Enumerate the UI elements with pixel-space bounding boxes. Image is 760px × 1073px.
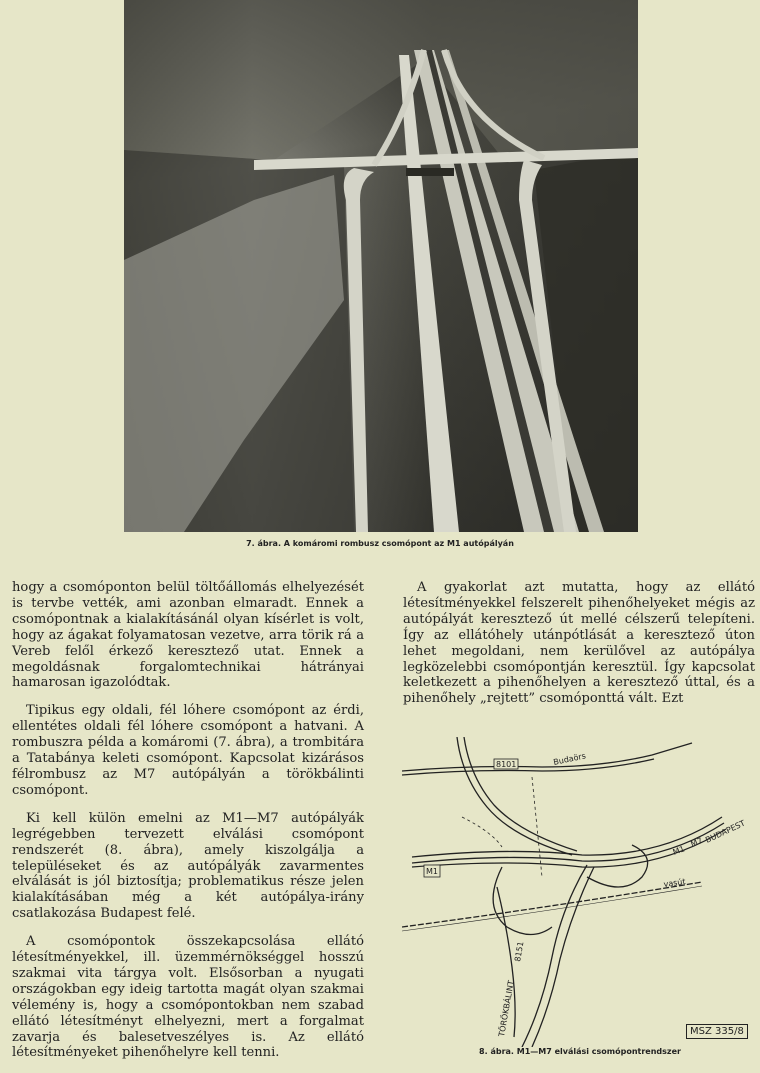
- figure-8-caption: 8. ábra. M1—M7 elválási csomópontrendszer: [479, 1047, 681, 1056]
- paragraph: A gyakorlat azt mutatta, hogy az ellátó létesítményekkel felszerelt pihenőhelyeket mégis az autópályát keresztező út mellé célszerű telepíteni. Így az ellátóhely utánpótlását a keresztező úton lehet megoldani, nem kerülővel az autópálya legközelebbi csomópontján keresztül. Így kapcsolat keletkezett a pihenőhelyen a keresztező úttal, és a pihenőhely „rejtett” csomóponttá vált. Ezt: [403, 580, 755, 707]
- label-budapest: BUDAPEST: [704, 818, 747, 845]
- figure-8-stamp: MSZ 335/8: [686, 1024, 748, 1039]
- map-drawing: [402, 737, 758, 1047]
- paragraph: Ki kell külön emelni az M1—M7 autópályák legrégebben tervezett elválási csomópont rendszerét (8. ábra), amely kiszolgálja a településeket és az autópályák zavarmentes elválását is jól biztosítja; problematikus része jelen kialakításában még a két autópálya-irány csatlakozása Budapest felé.: [12, 810, 364, 922]
- right-text-column: [403, 580, 755, 719]
- paragraph: Tipikus egy oldali, fél lóhere csomópont az érdi, ellentétes oldali fél lóhere csomópont a hatvani. A rombuszra példa a komáromi (7. ábra), a trombitára a Tatabánya keleti csomópont. Kapcsolat kizárásos félrombusz az M7 autópályán a törökbálinti csomópont.: [12, 703, 364, 798]
- label-m1-left: M1: [426, 867, 438, 876]
- figure-8-junction-map: [402, 737, 758, 1047]
- label-m1-right: M1: [671, 844, 686, 857]
- paragraph: hogy a csomóponton belül töltőállomás elhelyezését is tervbe vették, ami azonban elmaradt. Ennek a csomópontnak a kialakításánál olyan kísérlet is volt, hogy az ágakat folyamatosan vezetve, arra törik rá a Vereb felől érkező keresztező utat. Ennek a megoldásnak forgalomtechnikai hátrányai hamarosan igazolódtak.: [12, 580, 364, 691]
- left-text-column: [12, 580, 364, 1073]
- label-budaors: Budaörs: [552, 751, 587, 767]
- figure-7-caption: 7. ábra. A komáromi rombusz csomópont az M1 autópályán: [246, 539, 514, 548]
- figure-7-aerial-photo: [124, 0, 638, 532]
- label-vasut: vasút: [663, 877, 687, 889]
- label-torokbalint: TÖRÖKBÁLINT: [497, 979, 516, 1038]
- paragraph: A csomópontok összekapcsolása ellátó létesítményekkel, ill. üzemmérnökséggel hosszú szakmai vita tárgya volt. Elsősorban a nyugati országokban egy ideig tartotta magát olyan szakmai vélemény is, hogy a csomópontokban nem szabad ellátó létesítményt elhelyezni, mert a forgalmat zavarja és balesetveszélyes is. Az ellátó létesítményeket pihenőhelyre kell tenni.: [12, 934, 364, 1061]
- label-m7: M7: [689, 836, 704, 849]
- label-road-8151: 8151: [513, 940, 526, 963]
- photo-drawing: [124, 0, 638, 532]
- label-road-8101: 8101: [496, 760, 517, 769]
